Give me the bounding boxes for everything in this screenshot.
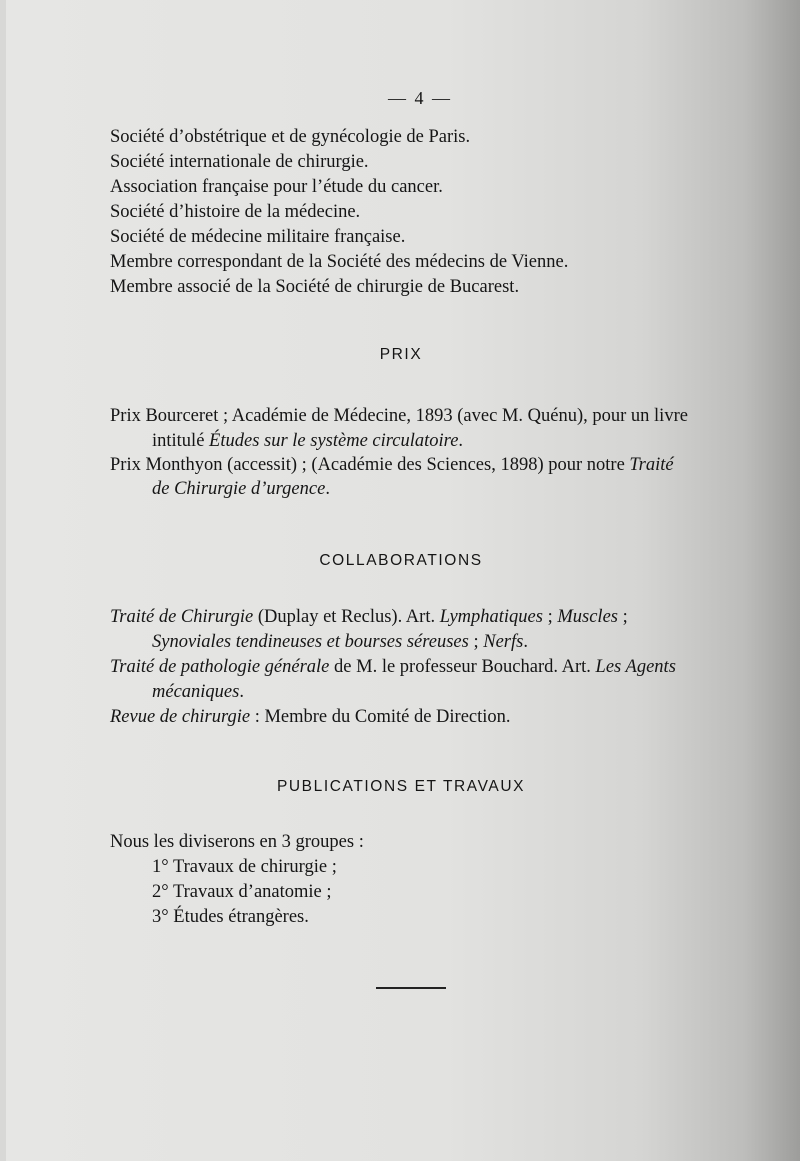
collab-item-2-art-end: mécaniques [152,682,240,702]
collab-item-2-line-2 [152,680,244,704]
prix-item-1-book-title: Études sur le système circulatoire [209,431,459,451]
collaborations-heading: COLLABORATIONS [319,552,483,569]
society-line: Association française pour l’étude du cancer. [110,177,443,197]
collab-item-1-sep-3: ; [468,632,484,652]
prix-item-2-line-1 [110,453,674,477]
prix-item-1-prefix: intitulé [152,431,210,451]
collab-item-1-sep-1: ; [542,607,558,627]
prix-item-1-line-1: Prix Bourceret ; Académie de Médecine, 1893 (avec M. Quénu), pour un livre [110,406,688,426]
prix-item-1-suffix: . [458,431,464,451]
collab-item-1-sep-2: ; [617,607,628,627]
society-line: Membre associé de la Société de chirurgie de Bucarest. [110,277,520,297]
society-line: Société internationale de chirurgie. [110,152,369,172]
prix-item-2-line-2 [152,477,330,501]
prix-item-1-line-2 [152,429,463,453]
society-line: Membre correspondant de la Société des médecins de Vienne. [110,252,569,272]
collab-item-1-end: . [523,632,528,652]
collab-item-3-text: : Membre du Comité de Direction. [250,707,511,727]
collab-item-1-text: (Duplay et Reclus). Art. [253,607,440,627]
society-line: Société d’histoire de la médecine. [110,202,361,222]
publications-group: 3° Études étrangères. [152,907,309,927]
bleed-through-heading [566,175,575,213]
society-line: Société de médecine militaire française. [110,227,406,247]
collab-item-1-art-3: Synoviales tendineuses et bourses séreuses [152,632,469,652]
page [6,0,800,1161]
prix-item-2-title-end: de Chirurgie d’urgence [152,479,326,499]
collab-item-3-title: Revue de chirurgie [110,707,251,727]
collab-item-2-line-1 [110,655,676,679]
collab-item-1-line-1 [110,605,628,629]
collab-item-2-end: . [239,682,244,702]
publications-intro: Nous les diviserons en 3 groupes : [110,832,364,852]
collab-item-1-line-2 [152,630,528,654]
collab-item-2-art: Les Agents [595,657,676,677]
section-end-rule [376,987,446,989]
collab-item-1-art-2: Muscles [557,607,618,627]
collab-item-2-text: de M. le professeur Bouchard. Art. [329,657,596,677]
page-number: — 4 — [388,88,452,108]
collab-item-1-title: Traité de Chirurgie [110,607,254,627]
prix-heading: PRIX [379,346,423,363]
publications-heading: PUBLICATIONS ET TRAVAUX [276,778,526,795]
society-line: Société d’obstétrique et de gynécologie de Paris. [110,127,471,147]
publications-group: 1° Travaux de chirurgie ; [152,857,337,877]
collab-item-3-line [110,705,511,729]
collab-item-1-art-1: Lymphatiques [439,607,543,627]
prix-item-2-suffix: . [325,479,330,499]
prix-item-2-title-start: Traité [629,455,674,475]
collab-item-2-title: Traité de pathologie générale [110,657,330,677]
prix-item-2-text: Prix Monthyon (accessit) ; (Académie des Sciences, 1898) pour notre [110,455,630,475]
collab-item-1-art-4: Nerfs [483,632,524,652]
publications-group: 2° Travaux d’anatomie ; [152,882,332,902]
